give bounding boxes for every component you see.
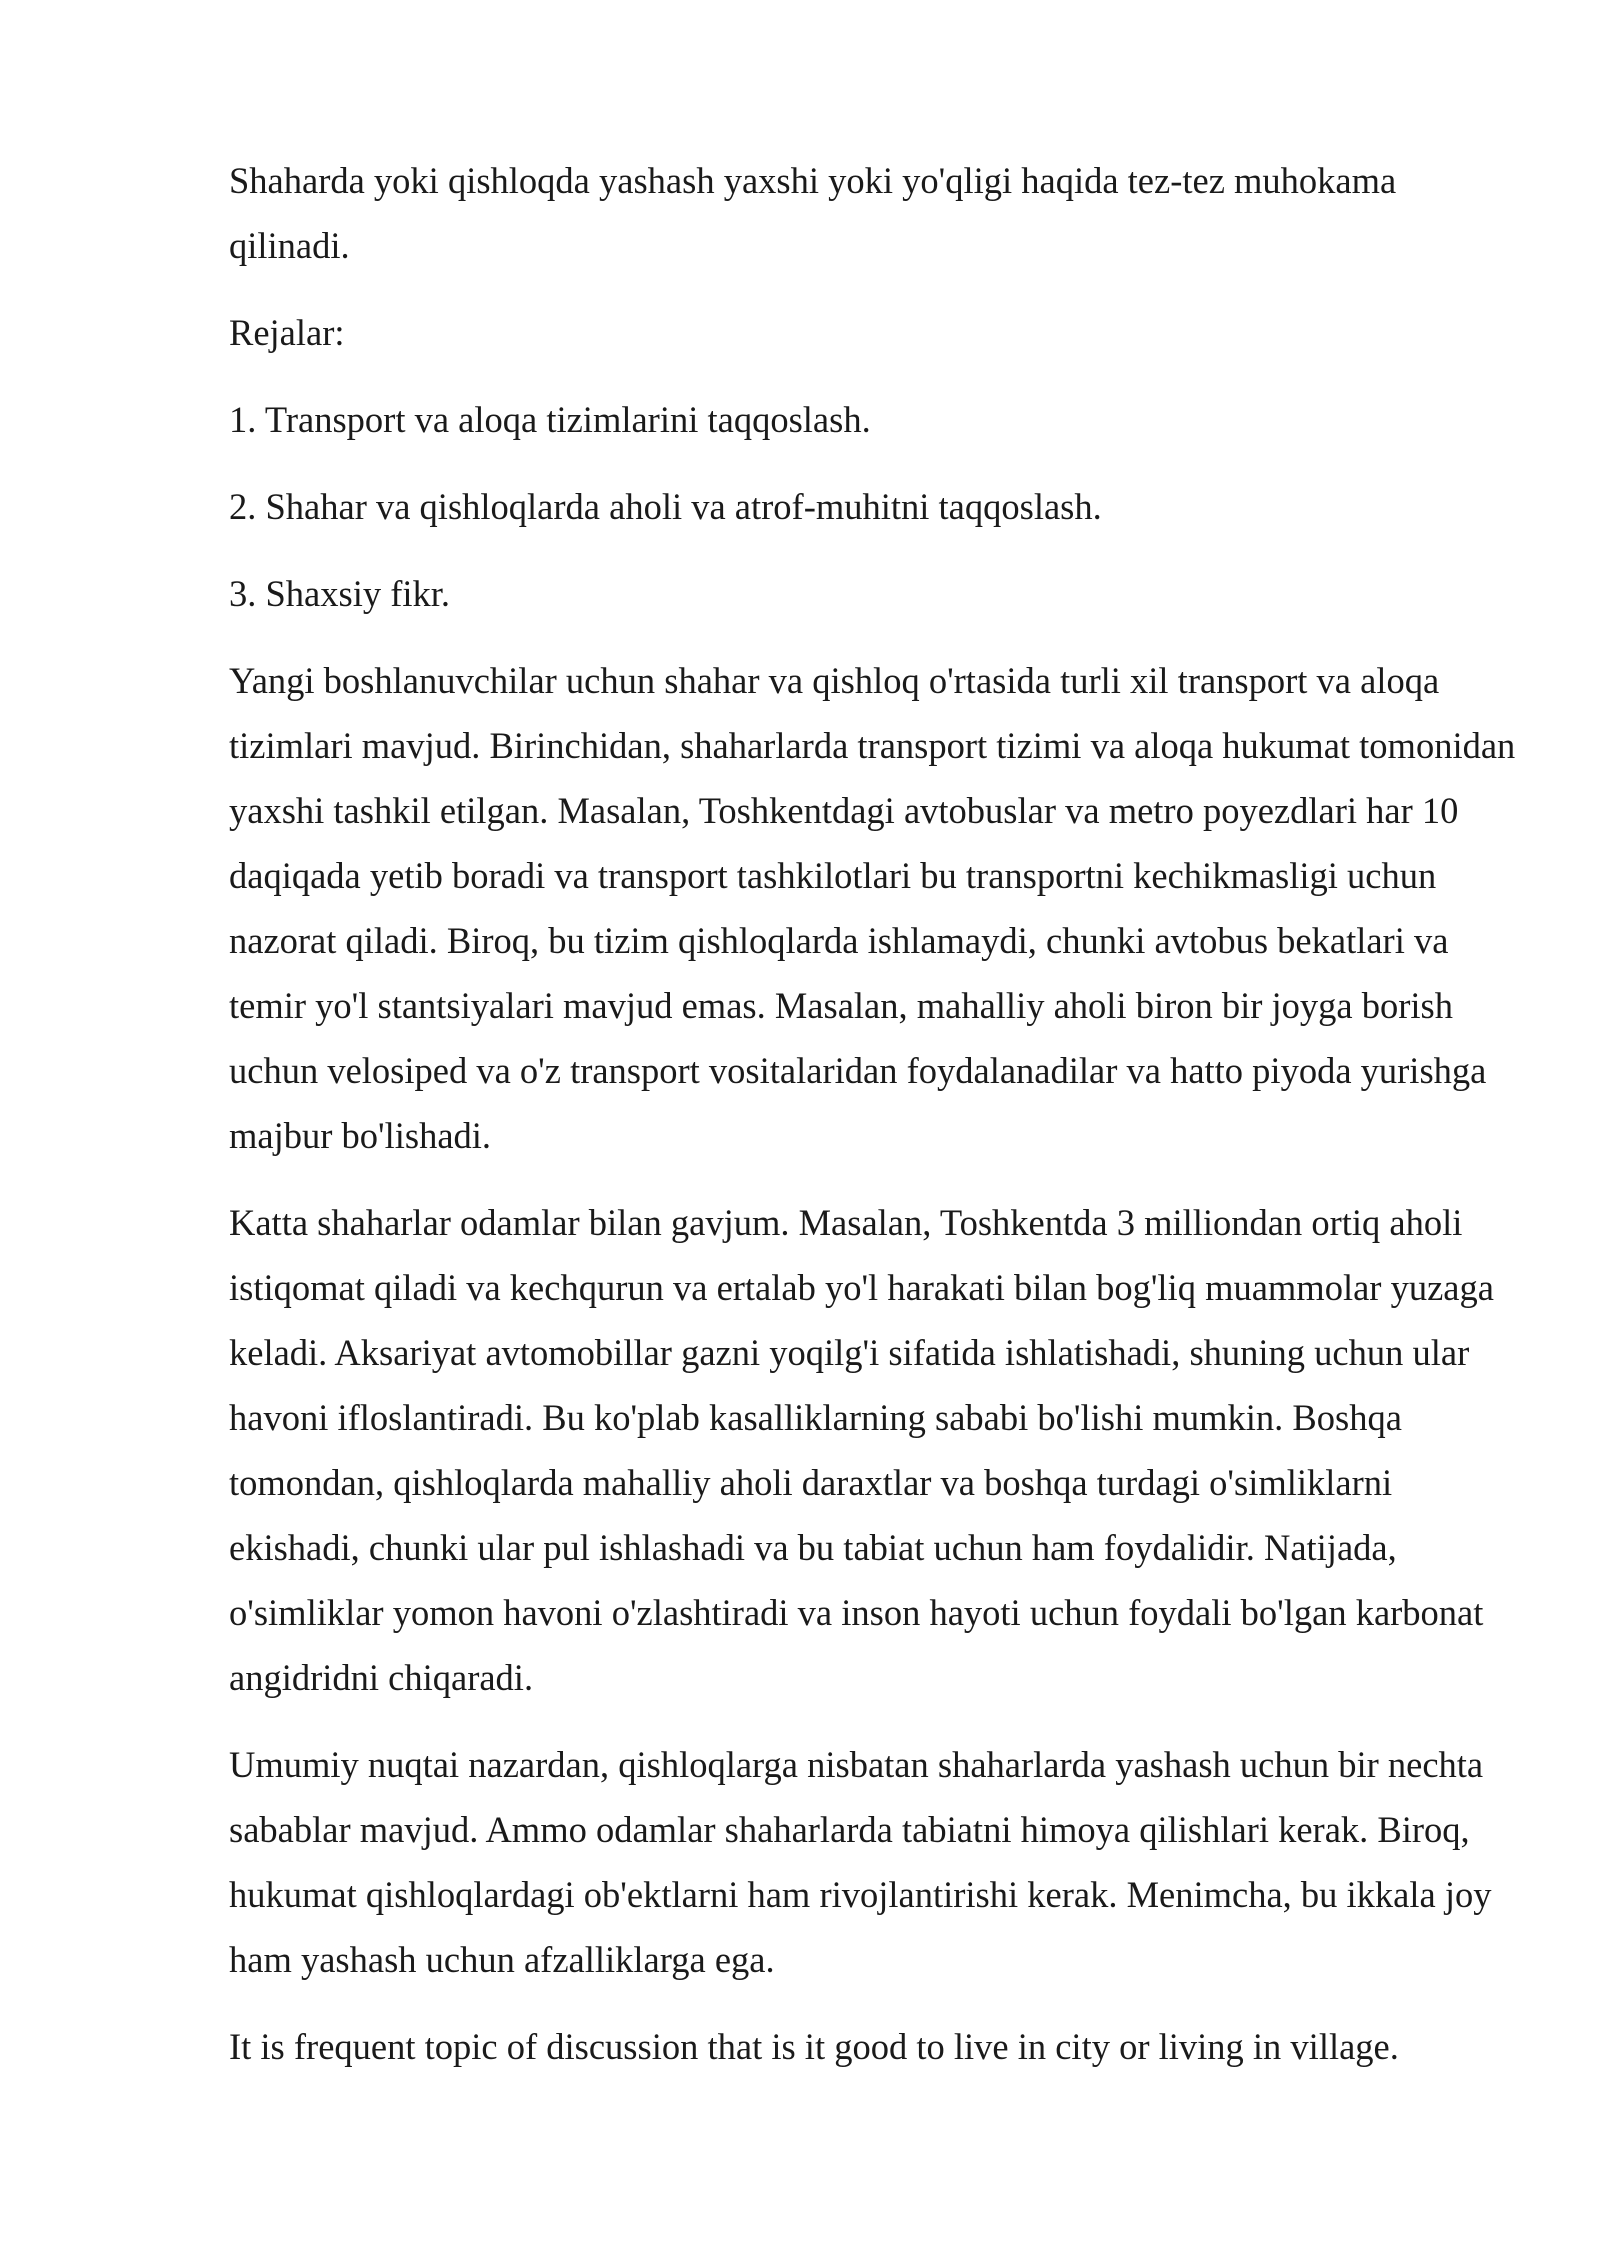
english-paragraph: It is frequent topic of discussion that is it good to live in city or living in village. — [229, 2026, 1399, 2067]
plan-item: 1. Transport va aloqa tizimlarini taqqoslash. — [229, 399, 871, 440]
intro-paragraph: Shaharda yoki qishloqda yashash yaxshi yoki yo'qligi haqida tez-tez muhokama qilinadi. — [229, 160, 1397, 266]
document-body — [229, 148, 1519, 2101]
body-paragraph-conclusion: Umumiy nuqtai nazardan, qishloqlarga nisbatan shaharlarda yashash uchun bir nechta sabablar mavjud. Ammo odamlar shaharlarda tabiatni himoya qilishlari kerak. Biroq, hukumat qishloqlardagi ob'ektlarni ham rivojlantirishi kerak. Menimcha, bu ikkala joy ham yashash uchun afzalliklarga ega. — [229, 1744, 1492, 1980]
plan-item: 2. Shahar va qishloqlarda aholi va atrof-muhitni taqqoslash. — [229, 486, 1102, 527]
body-paragraph-population: Katta shaharlar odamlar bilan gavjum. Masalan, Toshkentda 3 milliondan ortiq aholi istiqomat qiladi va kechqurun va ertalab yo'l harakati bilan bog'liq muammolar yuzaga keladi. Aksariyat avtomobillar gazni yoqilg'i sifatida ishlatishadi, shuning uchun ular havoni ifloslantiradi. Bu ko'plab kasalliklarning sababi bo'lishi mumkin. Boshqa tomondan, qishloqlarda mahalliy aholi daraxtlar va boshqa turdagi o'simliklarni ekishadi, chunki ular pul ishlashadi va bu tabiat uchun ham foydalidir. Natijada, o'simliklar yomon havoni o'zlashtiradi va inson hayoti uchun foydali bo'lgan karbonat angidridni chiqaradi. — [229, 1202, 1494, 1698]
body-paragraph-transport: Yangi boshlanuvchilar uchun shahar va qishloq o'rtasida turli xil transport va aloqa tizimlari mavjud. Birinchidan, shaharlarda transport tizimi va aloqa hukumat tomonidan yaxshi tashkil etilgan. Masalan, Toshkentdagi avtobuslar va metro poyezdlari har 10 daqiqada yetib boradi va transport tashkilotlari bu transportni kechikmasligi uchun nazorat qiladi. Biroq, bu tizim qishloqlarda ishlamaydi, chunki avtobus bekatlari va temir yo'l stantsiyalari mavjud emas. Masalan, mahalliy aholi biron bir joyga borish uchun velosiped va o'z transport vositalaridan foydalanadilar va hatto piyoda yurishga majbur bo'lishadi. — [229, 660, 1516, 1156]
plan-item: 3. Shaxsiy fikr. — [229, 573, 451, 614]
plans-heading: Rejalar: — [229, 312, 345, 353]
